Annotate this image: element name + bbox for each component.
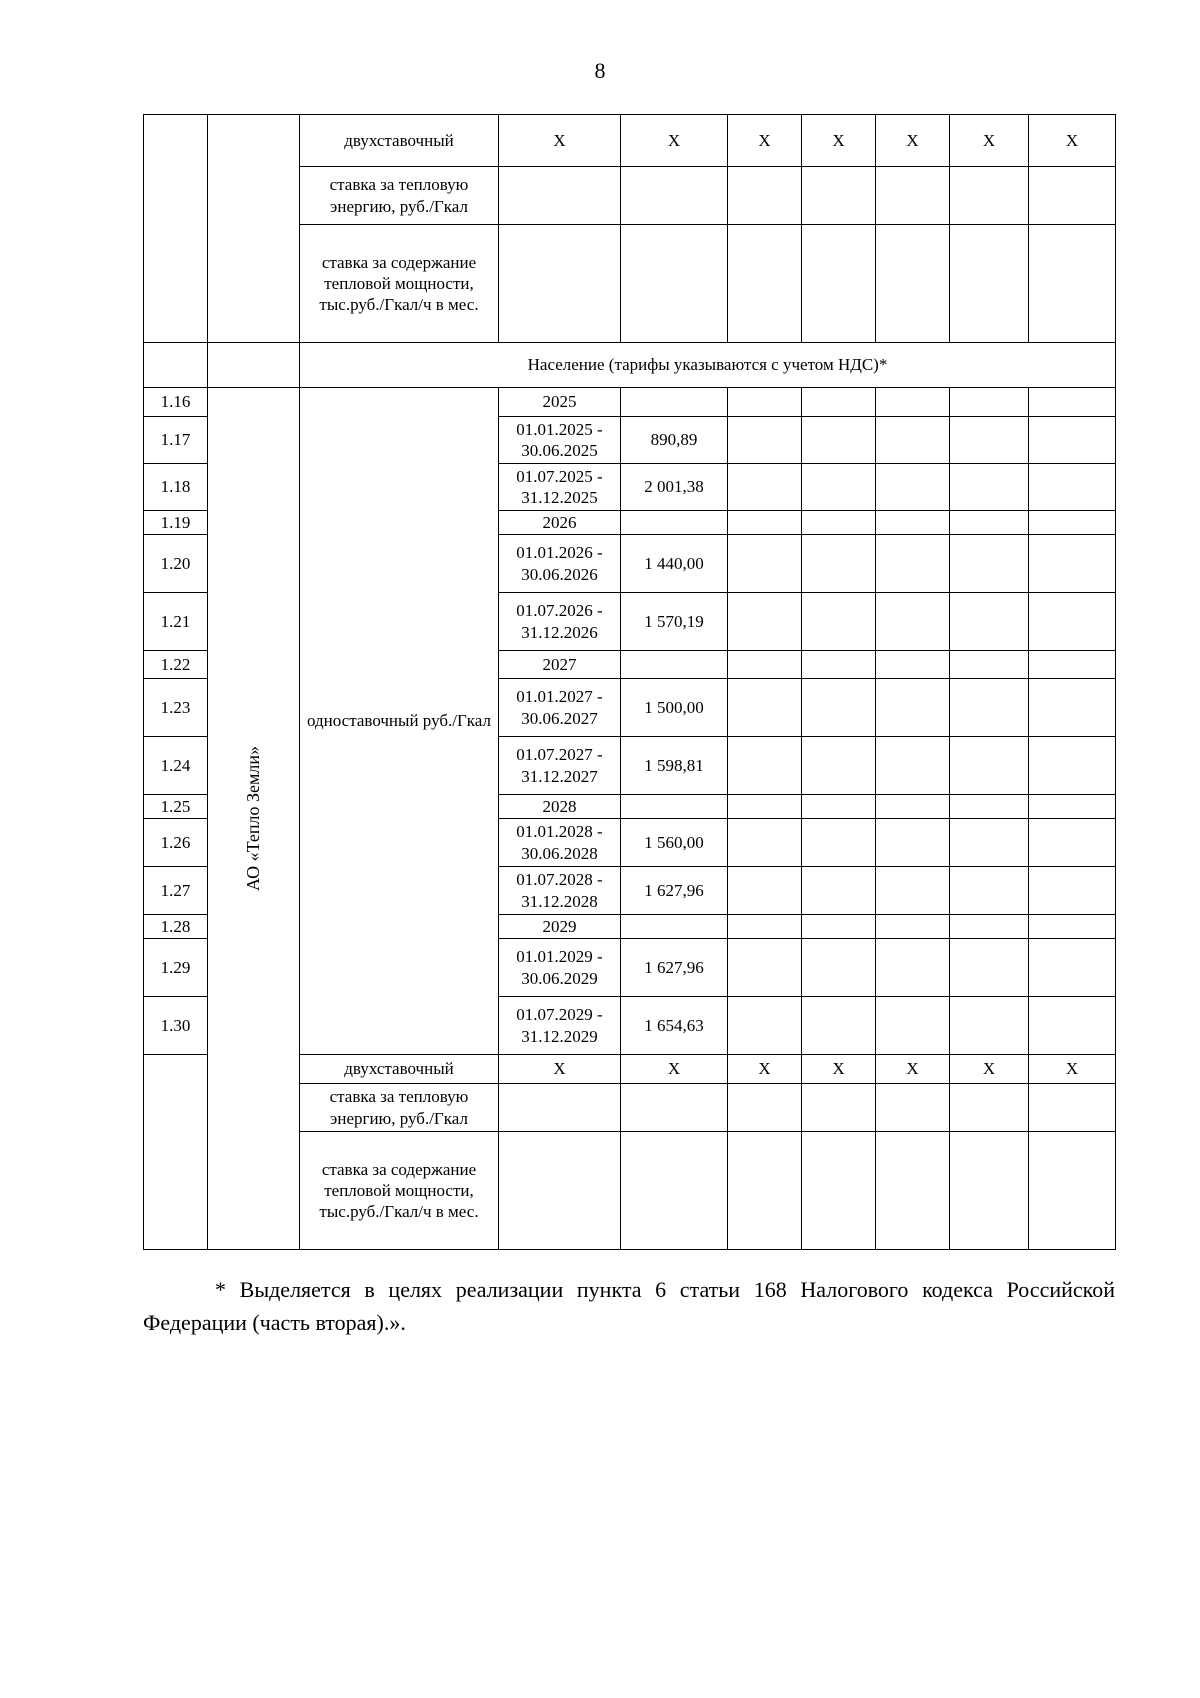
tariff-value: 1 560,00	[621, 819, 728, 867]
period: 01.01.2026 - 30.06.2026	[499, 535, 621, 593]
tariff-value: 1 570,19	[621, 593, 728, 651]
row-number: 1.29	[144, 939, 208, 997]
x-mark: Х	[499, 1055, 621, 1084]
energy-rate-label: ставка за тепловую энергию, руб./Гкал	[300, 1084, 499, 1132]
row-number: 1.16	[144, 388, 208, 417]
tariff-value: 1 440,00	[621, 535, 728, 593]
x-mark: Х	[876, 1055, 950, 1084]
tariff-value	[621, 795, 728, 819]
tariff-value	[621, 511, 728, 535]
capacity-rate-label: ставка за содержание тепловой мощности, тыс.руб./Гкал/ч в мес.	[300, 1132, 499, 1250]
tariff-value: 1 654,63	[621, 997, 728, 1055]
footnote: * Выделяется в целях реализации пункта 6 статьи 168 Налогового кодекса Российской Федерации (часть вторая).».	[143, 1277, 1115, 1335]
table-row	[144, 388, 1116, 417]
period: 01.07.2029 - 31.12.2029	[499, 997, 621, 1055]
period: 01.07.2025 - 31.12.2025	[499, 464, 621, 511]
energy-rate-label: ставка за тепловую энергию, руб./Гкал	[300, 167, 499, 225]
row-number: 1.22	[144, 651, 208, 679]
two-part-label: двухставочный	[300, 115, 499, 167]
x-mark: Х	[621, 115, 728, 167]
period: 01.01.2028 - 30.06.2028	[499, 819, 621, 867]
x-mark: Х	[950, 1055, 1029, 1084]
tariff-value: 1 598,81	[621, 737, 728, 795]
period: 2029	[499, 915, 621, 939]
x-mark: Х	[950, 115, 1029, 167]
empty-cell	[144, 115, 208, 343]
tariff-value: 2 001,38	[621, 464, 728, 511]
organization-name: АО «Тепло Земли»	[243, 745, 264, 892]
table-row	[144, 115, 1116, 167]
empty-cell	[144, 1055, 208, 1250]
row-number: 1.24	[144, 737, 208, 795]
tariff-value: 1 500,00	[621, 679, 728, 737]
x-mark: Х	[802, 1055, 876, 1084]
organization-cell	[208, 388, 300, 1250]
tariff-value	[621, 651, 728, 679]
row-number: 1.30	[144, 997, 208, 1055]
row-number: 1.25	[144, 795, 208, 819]
capacity-rate-label: ставка за содержание тепловой мощности, тыс.руб./Гкал/ч в мес.	[300, 225, 499, 343]
period: 2027	[499, 651, 621, 679]
tariff-value	[621, 388, 728, 417]
empty-cell	[208, 343, 300, 388]
x-mark: Х	[876, 115, 950, 167]
x-mark: Х	[728, 1055, 802, 1084]
x-mark: Х	[1029, 115, 1116, 167]
period: 01.07.2026 - 31.12.2026	[499, 593, 621, 651]
x-mark: Х	[499, 115, 621, 167]
x-mark: Х	[621, 1055, 728, 1084]
empty-cell	[208, 115, 300, 343]
x-mark: Х	[1029, 1055, 1116, 1084]
tariff-value: 1 627,96	[621, 939, 728, 997]
period: 2028	[499, 795, 621, 819]
row-number: 1.18	[144, 464, 208, 511]
tariff-value	[621, 915, 728, 939]
period: 01.01.2025 - 30.06.2025	[499, 417, 621, 464]
row-number: 1.27	[144, 867, 208, 915]
row-number: 1.23	[144, 679, 208, 737]
tariff-value: 1 627,96	[621, 867, 728, 915]
one-part-label: одноставочный руб./Гкал	[300, 388, 499, 1055]
period: 01.07.2027 - 31.12.2027	[499, 737, 621, 795]
row-number: 1.21	[144, 593, 208, 651]
row-number: 1.17	[144, 417, 208, 464]
period: 2025	[499, 388, 621, 417]
period: 01.07.2028 - 31.12.2028	[499, 867, 621, 915]
period: 2026	[499, 511, 621, 535]
section-header: Население (тарифы указываются с учетом НДС)*	[300, 343, 1116, 388]
row-number: 1.19	[144, 511, 208, 535]
tariff-table-body	[144, 115, 1116, 1250]
two-part-label: двухставочный	[300, 1055, 499, 1084]
empty-cell	[144, 343, 208, 388]
tariff-value: 890,89	[621, 417, 728, 464]
row-number: 1.20	[144, 535, 208, 593]
page-number: 8	[594, 58, 606, 83]
row-number: 1.28	[144, 915, 208, 939]
section-header-row	[144, 343, 1116, 388]
period: 01.01.2029 - 30.06.2029	[499, 939, 621, 997]
x-mark: Х	[728, 115, 802, 167]
x-mark: Х	[802, 115, 876, 167]
row-number: 1.26	[144, 819, 208, 867]
period: 01.01.2027 - 30.06.2027	[499, 679, 621, 737]
tariff-table	[143, 114, 1116, 1250]
